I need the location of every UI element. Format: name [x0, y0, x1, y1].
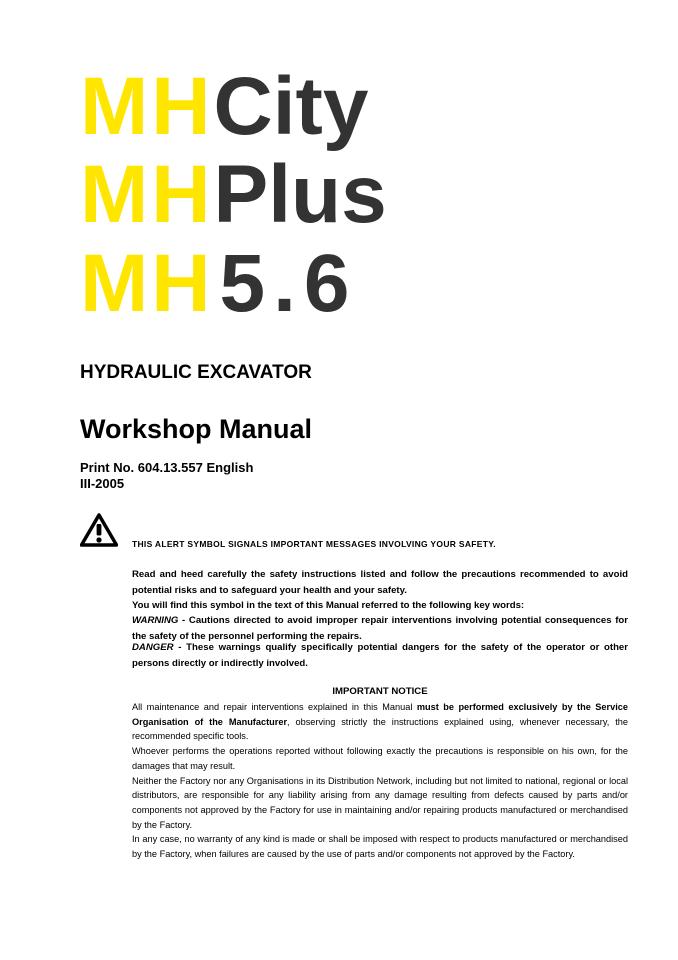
model-title-mh56 [80, 238, 358, 329]
model-suffix: 5.6 [219, 238, 358, 329]
warning-triangle-icon [80, 513, 118, 547]
notice-heading: IMPORTANT NOTICE [332, 686, 428, 697]
model-suffix: City [213, 61, 369, 152]
notice-paragraph: In any case, no warranty of any kind is made or shall be imposed with respect to products manufactured or merchandised by the Factory, when failures are caused by the use of parts and/or components not approved by the Factory. [132, 834, 628, 860]
model-prefix: MH [80, 238, 214, 329]
notice-paragraph: Neither the Factory nor any Organisations in its Distribution Network, including but not limited to national, regional or local distributors, are responsible for any liability arising from any damage resulting from defects caused by parts and/or components not approved by the Factory for use in maintaining and/or repairing products manufactured or merchandised by the Factory. [132, 775, 628, 830]
danger-text: - These warnings qualify specifically potential dangers for the safety of the operator or other persons directly or indirectly involved. [132, 642, 628, 669]
danger-label: DANGER [132, 642, 174, 653]
alert-message: THIS ALERT SYMBOL SIGNALS IMPORTANT MESSAGES INVOLVING YOUR SAFETY. [132, 539, 496, 549]
read-heed-text: Read and heed carefully the safety instructions listed and follow the precautions recommended to avoid potential risks and to safeguard your health and your safety. [132, 569, 628, 596]
model-title-mhcity [80, 61, 369, 152]
machine-type: HYDRAULIC EXCAVATOR [80, 362, 312, 383]
danger-definition [132, 640, 628, 671]
symbol-note-text: You will find this symbol in the text of this Manual referred to the following key words: [132, 600, 525, 611]
model-suffix: Plus [213, 149, 387, 240]
safety-instructions [132, 567, 628, 598]
print-date: III-2005 [80, 476, 125, 491]
important-notice [132, 700, 628, 862]
notice-paragraph: Whoever performs the operations reported without following exactly the precautions is responsible on his own, for the damages that may result. [132, 746, 628, 771]
notice-paragraph: All maintenance and repair interventions explained in this Manual must be performed exclusively by the Service Organisation of the Manufacturer, observing strictly the instructions explained using, whenever necessary, the recommended specific tools. [132, 702, 628, 742]
manual-title: Workshop Manual [80, 414, 313, 444]
symbol-note [132, 598, 628, 614]
warning-label: WARNING [132, 615, 179, 626]
model-title-mhplus [80, 149, 387, 240]
print-number: Print No. 604.13.557 English [80, 460, 254, 475]
warning-text: - Cautions directed to avoid improper repair interventions involving potential consequences for the safety of the personnel performing the repairs. [132, 615, 628, 642]
model-prefix: MH [80, 61, 214, 152]
model-prefix: MH [80, 149, 214, 240]
